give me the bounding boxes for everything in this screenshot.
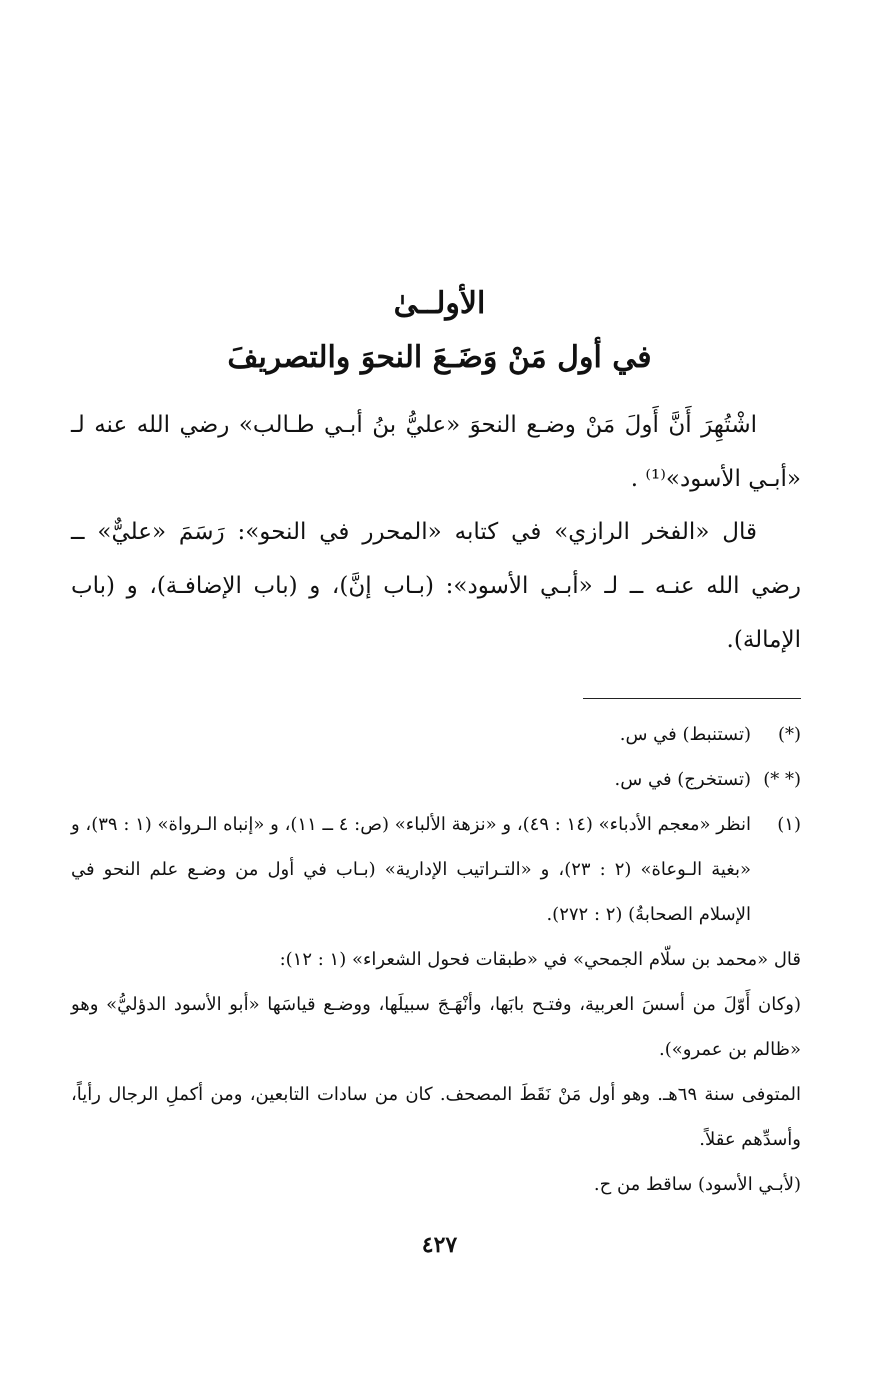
footnote-double-star-text: (تستخرج) في س. xyxy=(614,769,751,790)
footnote-continuation-1: قال «محمد بن سلّام الجمحي» في «طبقات فحول الشعراء» (١ : ١٢): xyxy=(279,949,801,970)
page-number: ٤٢٧ xyxy=(421,1232,458,1258)
footnote-continuation-3: المتوفى سنة ٦٩هـ. وهو أول مَنْ نَقَطَ المصحف. كان من سادات التابعين، ومن أكملِ الرجال رأياً، وأسدِّهم عقلاً. xyxy=(71,1084,801,1150)
section-title: الأولــىٰ xyxy=(393,286,486,321)
footnote-star-text: (تستنبط) في س. xyxy=(619,724,751,745)
footnote-continuation-4: (لأبـي الأسود) ساقط من ح. xyxy=(593,1174,801,1195)
footnote-1-text: انظر «معجم الأدباء» (١٤ : ٤٩)، و «نزهة الألباء» (ص: ٤ ــ ١١)، و «إنباه الـرواة» (١ : ٣٩)، و «بغية الـوعاة» (٢ : ٢٣)، و «التـراتيب الإدارية» (بـاب في أول من وضـع علم النحو في الإسلام الصحابةُ) (٢ : ٢٧٢). xyxy=(71,814,751,925)
footnote-star-marker: (*) xyxy=(777,724,801,745)
footnote-1 xyxy=(71,802,801,937)
footnote-double-star-marker: (* *) xyxy=(763,769,801,790)
footnote-separator xyxy=(583,698,801,699)
footnotes-block xyxy=(71,712,801,1207)
section-subtitle: في أول مَنْ وَضَـعَ النحوَ والتصريفَ xyxy=(227,340,652,375)
footnote-1-marker: (١) xyxy=(777,814,801,835)
footnote-star xyxy=(71,712,801,757)
footnote-double-star xyxy=(71,757,801,802)
footnote-continuation-2: (وكان أَوّلَ من أسسَ العربية، وفتـح بابَها، وأنْهَـجَ سبيلَها، ووضـع قياسَها «أبو الأسود الدؤليُّ» وهو «ظالم بن عمرو»). xyxy=(71,994,801,1060)
body-paragraph-1: اشْتُهِرَ أَنَّ أَولَ مَنْ وضـع النحوَ «عليُّ بنُ أبـي طـالب» رضي الله عنه لـ «أبـي الأسود»⁽¹⁾ . xyxy=(71,412,801,492)
body-paragraph-2: قال «الفخر الرازي» في كتابه «المحرر في النحو»: رَسَمَ «عليٌّ» ــ رضي الله عنـه ــ لـ «أبـي الأسود»: (بـاب إنَّ)، و (باب الإضافـة)، و (باب الإمالة). xyxy=(71,519,801,653)
